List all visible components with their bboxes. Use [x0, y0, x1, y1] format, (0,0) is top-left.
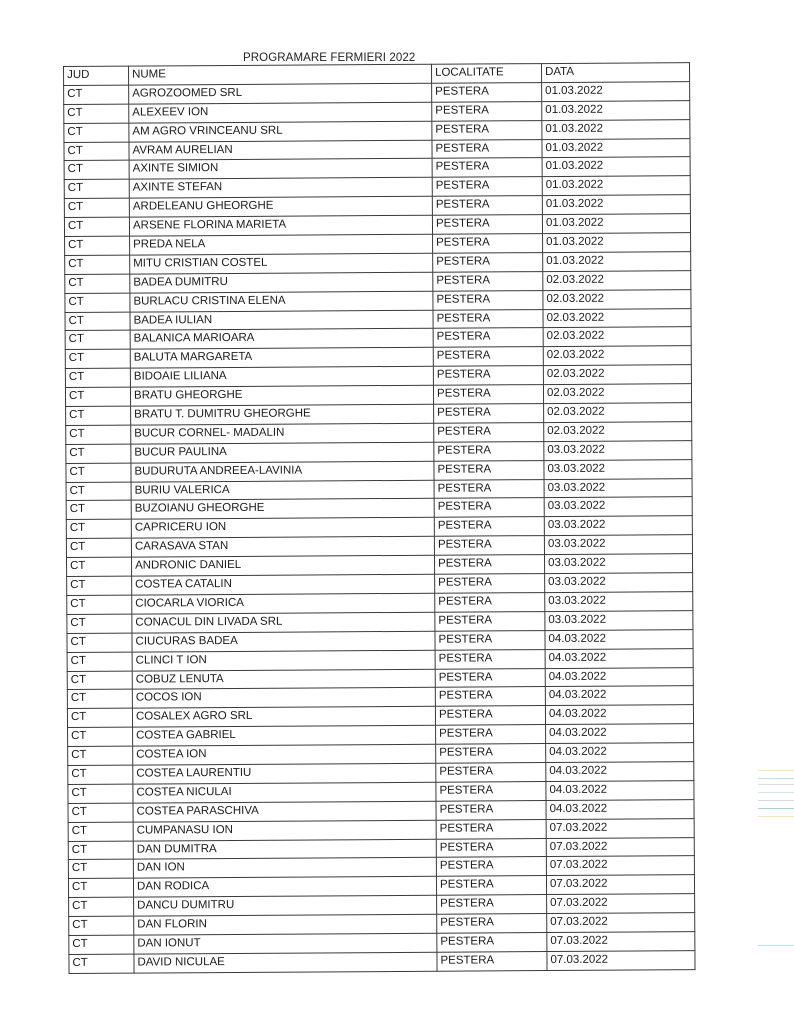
cell-nume: AVRAM AURELIAN [129, 140, 432, 161]
cell-data: 01.03.2022 [542, 119, 690, 139]
cell-nume: BUCUR CORNEL- MADALIN [131, 423, 434, 444]
cell-localitate: PESTERA [433, 252, 543, 272]
cell-localitate: PESTERA [435, 593, 545, 613]
header-data: DATA [541, 63, 689, 83]
cell-nume: CONACUL DIN LIVADA SRL [132, 612, 435, 633]
cell-nume: BURIU VALERICA [131, 480, 434, 501]
cell-nume: DAN RODICA [133, 877, 436, 898]
cell-jud: CT [67, 708, 132, 727]
cell-data: 04.03.2022 [545, 686, 693, 706]
cell-localitate: PESTERA [435, 706, 545, 726]
farmers-schedule-table [63, 62, 696, 974]
cell-data: 03.03.2022 [545, 573, 693, 593]
cell-data: 02.03.2022 [543, 308, 691, 328]
cell-nume: BUDURUTA ANDREEA-LAVINIA [131, 461, 434, 482]
cell-localitate: PESTERA [432, 139, 542, 159]
cell-localitate: PESTERA [432, 158, 542, 178]
cell-nume: COSALEX AGRO SRL [132, 707, 435, 728]
cell-localitate: PESTERA [432, 82, 542, 102]
cell-nume: CAPRICERU ION [131, 518, 434, 539]
schedule-sheet [63, 62, 695, 974]
scan-artifact-line [758, 778, 794, 779]
cell-localitate: PESTERA [437, 914, 547, 934]
header-localitate: LOCALITATE [431, 64, 541, 84]
cell-localitate: PESTERA [434, 555, 544, 575]
cell-jud: CT [69, 916, 134, 935]
cell-nume: PREDA NELA [130, 234, 433, 255]
cell-jud: CT [68, 784, 133, 803]
cell-jud: CT [68, 859, 133, 878]
cell-data: 03.03.2022 [544, 440, 692, 460]
cell-data: 04.03.2022 [545, 648, 693, 668]
cell-localitate: PESTERA [433, 234, 543, 254]
cell-data: 03.03.2022 [544, 554, 692, 574]
cell-data: 04.03.2022 [545, 667, 693, 687]
cell-data: 07.03.2022 [547, 913, 695, 933]
cell-jud: CT [64, 217, 129, 236]
cell-nume: CIOCARLA VIORICA [132, 593, 435, 614]
cell-jud: CT [64, 85, 129, 104]
scan-edge-artifacts [758, 770, 794, 970]
cell-data: 03.03.2022 [544, 459, 692, 479]
cell-jud: CT [65, 368, 130, 387]
cell-data: 03.03.2022 [544, 535, 692, 555]
cell-nume: CLINCI T ION [132, 650, 435, 671]
cell-jud: CT [68, 803, 133, 822]
cell-nume: BIDOAIE LILIANA [130, 366, 433, 387]
cell-data: 02.03.2022 [544, 422, 692, 442]
cell-localitate: PESTERA [434, 498, 544, 518]
cell-nume: COSTEA PARASCHIVA [133, 801, 436, 822]
cell-localitate: PESTERA [434, 517, 544, 537]
cell-nume: BADEA IULIAN [130, 310, 433, 331]
cell-localitate: PESTERA [436, 857, 546, 877]
cell-jud: CT [64, 198, 129, 217]
cell-jud: CT [68, 822, 133, 841]
cell-jud: CT [66, 463, 131, 482]
cell-jud: CT [65, 312, 130, 331]
cell-nume: BURLACU CRISTINA ELENA [130, 291, 433, 312]
cell-nume: COSTEA ION [133, 744, 436, 765]
cell-nume: BALANICA MARIOARA [130, 329, 433, 350]
cell-jud: CT [66, 538, 131, 557]
cell-localitate: PESTERA [434, 536, 544, 556]
cell-nume: ALEXEEV ION [129, 102, 432, 123]
cell-jud: CT [69, 954, 134, 973]
table-body [64, 82, 695, 974]
cell-localitate: PESTERA [435, 611, 545, 631]
scan-artifact-line [758, 770, 794, 771]
cell-data: 02.03.2022 [543, 270, 691, 290]
cell-data: 01.03.2022 [542, 214, 690, 234]
cell-nume: BUZOIANU GHEORGHE [131, 499, 434, 520]
cell-nume: DAN IONUT [134, 933, 437, 954]
cell-jud: CT [65, 274, 130, 293]
cell-data: 04.03.2022 [545, 629, 693, 649]
cell-nume: MITU CRISTIAN COSTEL [130, 253, 433, 274]
cell-jud: CT [65, 293, 130, 312]
cell-jud: CT [66, 482, 131, 501]
cell-data: 02.03.2022 [543, 384, 691, 404]
cell-localitate: PESTERA [437, 895, 547, 915]
cell-nume: AXINTE SIMION [129, 159, 432, 180]
cell-jud: CT [64, 123, 129, 142]
cell-localitate: PESTERA [435, 574, 545, 594]
cell-jud: CT [67, 614, 132, 633]
cell-localitate: PESTERA [435, 687, 545, 707]
cell-data: 03.03.2022 [545, 610, 693, 630]
cell-localitate: PESTERA [435, 649, 545, 669]
cell-data: 01.03.2022 [542, 157, 690, 177]
cell-localitate: PESTERA [433, 385, 543, 405]
cell-localitate: PESTERA [432, 101, 542, 121]
cell-data: 01.03.2022 [543, 233, 691, 253]
cell-data: 01.03.2022 [542, 176, 690, 196]
cell-localitate: PESTERA [437, 951, 547, 971]
cell-nume: DAN DUMITRA [133, 839, 436, 860]
cell-jud: CT [67, 689, 132, 708]
cell-localitate: PESTERA [432, 177, 542, 197]
cell-jud: CT [67, 576, 132, 595]
cell-localitate: PESTERA [436, 800, 546, 820]
scan-artifact-line [758, 792, 794, 793]
cell-nume: COSTEA GABRIEL [133, 725, 436, 746]
cell-jud: CT [66, 501, 131, 520]
cell-data: 07.03.2022 [546, 837, 694, 857]
cell-data: 01.03.2022 [542, 100, 690, 120]
cell-data: 01.03.2022 [542, 138, 690, 158]
document-title: PROGRAMARE FERMIERI 2022 [243, 52, 416, 64]
cell-jud: CT [69, 897, 134, 916]
cell-nume: COBUZ LENUTA [132, 669, 435, 690]
cell-nume: BRATU T. DUMITRU GHEORGHE [131, 404, 434, 425]
cell-nume: BALUTA MARGARETA [130, 348, 433, 369]
cell-data: 07.03.2022 [546, 818, 694, 838]
cell-jud: CT [65, 331, 130, 350]
cell-nume: DAN ION [133, 858, 436, 879]
cell-jud: CT [65, 387, 130, 406]
cell-nume: COCOS ION [132, 688, 435, 709]
cell-data: 04.03.2022 [546, 743, 694, 763]
cell-data: 07.03.2022 [547, 894, 695, 914]
cell-jud: CT [67, 671, 132, 690]
cell-jud: CT [64, 161, 129, 180]
cell-jud: CT [69, 935, 134, 954]
cell-localitate: PESTERA [436, 725, 546, 745]
cell-jud: CT [68, 765, 133, 784]
cell-data: 07.03.2022 [547, 951, 695, 971]
cell-jud: CT [67, 595, 132, 614]
cell-jud: CT [67, 633, 132, 652]
cell-nume: COSTEA LAURENTIU [133, 763, 436, 784]
cell-localitate: PESTERA [433, 366, 543, 386]
cell-nume: CARASAVA STAN [131, 537, 434, 558]
cell-jud: CT [66, 519, 131, 538]
cell-nume: ANDRONIC DANIEL [132, 555, 435, 576]
cell-data: 03.03.2022 [544, 478, 692, 498]
cell-data: 02.03.2022 [543, 327, 691, 347]
cell-data: 07.03.2022 [547, 932, 695, 952]
cell-data: 02.03.2022 [544, 403, 692, 423]
cell-localitate: PESTERA [433, 328, 543, 348]
cell-localitate: PESTERA [436, 763, 546, 783]
cell-nume: BADEA DUMITRU [130, 272, 433, 293]
cell-nume: ARDELEANU GHEORGHE [129, 196, 432, 217]
cell-data: 04.03.2022 [546, 781, 694, 801]
cell-jud: CT [65, 349, 130, 368]
cell-nume: BUCUR PAULINA [131, 442, 434, 463]
cell-data: 02.03.2022 [543, 365, 691, 385]
cell-localitate: PESTERA [436, 876, 546, 896]
cell-jud: CT [68, 878, 133, 897]
table-row [69, 951, 695, 974]
cell-jud: CT [66, 425, 131, 444]
cell-data: 01.03.2022 [543, 252, 691, 272]
cell-data: 03.03.2022 [544, 497, 692, 517]
cell-nume: CUMPANASU ION [133, 820, 436, 841]
scan-artifact-line [758, 816, 794, 817]
scan-artifact-line [758, 808, 794, 809]
cell-nume: AGROZOOMED SRL [129, 83, 432, 104]
cell-data: 07.03.2022 [546, 856, 694, 876]
cell-localitate: PESTERA [433, 290, 543, 310]
cell-localitate: PESTERA [434, 460, 544, 480]
cell-localitate: PESTERA [437, 933, 547, 953]
cell-jud: CT [65, 255, 130, 274]
cell-data: 01.03.2022 [542, 195, 690, 215]
cell-jud: CT [68, 746, 133, 765]
cell-data: 03.03.2022 [544, 516, 692, 536]
cell-data: 03.03.2022 [545, 592, 693, 612]
cell-nume: AM AGRO VRINCEANU SRL [129, 121, 432, 142]
cell-jud: CT [67, 652, 132, 671]
cell-jud: CT [66, 444, 131, 463]
cell-localitate: PESTERA [432, 215, 542, 235]
cell-localitate: PESTERA [435, 630, 545, 650]
cell-jud: CT [67, 557, 132, 576]
cell-data: 01.03.2022 [542, 82, 690, 102]
cell-data: 02.03.2022 [543, 289, 691, 309]
cell-localitate: PESTERA [434, 441, 544, 461]
cell-nume: COSTEA CATALIN [132, 574, 435, 595]
scan-artifact-line [758, 945, 794, 946]
cell-data: 04.03.2022 [546, 799, 694, 819]
cell-nume: CIUCURAS BADEA [132, 631, 435, 652]
cell-localitate: PESTERA [433, 347, 543, 367]
cell-localitate: PESTERA [433, 309, 543, 329]
cell-data: 04.03.2022 [546, 724, 694, 744]
cell-data: 04.03.2022 [545, 705, 693, 725]
cell-localitate: PESTERA [432, 120, 542, 140]
cell-localitate: PESTERA [436, 744, 546, 764]
cell-localitate: PESTERA [433, 271, 543, 291]
cell-nume: DAVID NICULAE [134, 952, 437, 973]
cell-localitate: PESTERA [436, 781, 546, 801]
cell-data: 04.03.2022 [546, 762, 694, 782]
cell-nume: COSTEA NICULAI [133, 782, 436, 803]
scan-artifact-line [758, 784, 794, 785]
cell-localitate: PESTERA [434, 479, 544, 499]
header-nume: NUME [129, 64, 432, 85]
scan-artifact-line [758, 800, 794, 801]
cell-data: 07.03.2022 [546, 875, 694, 895]
cell-jud: CT [65, 236, 130, 255]
cell-jud: CT [64, 142, 129, 161]
cell-localitate: PESTERA [434, 404, 544, 424]
cell-nume: DANCU DUMITRU [134, 895, 437, 916]
cell-nume: BRATU GHEORGHE [130, 385, 433, 406]
cell-nume: AXINTE STEFAN [129, 178, 432, 199]
cell-jud: CT [68, 727, 133, 746]
cell-localitate: PESTERA [436, 838, 546, 858]
cell-jud: CT [68, 841, 133, 860]
cell-localitate: PESTERA [435, 668, 545, 688]
header-jud: JUD [64, 66, 129, 85]
cell-localitate: PESTERA [432, 196, 542, 216]
cell-localitate: PESTERA [434, 422, 544, 442]
cell-nume: DAN FLORIN [134, 914, 437, 935]
cell-nume: ARSENE FLORINA MARIETA [129, 215, 432, 236]
cell-data: 02.03.2022 [543, 346, 691, 366]
cell-jud: CT [64, 179, 129, 198]
cell-jud: CT [64, 104, 129, 123]
cell-jud: CT [66, 406, 131, 425]
cell-localitate: PESTERA [436, 819, 546, 839]
